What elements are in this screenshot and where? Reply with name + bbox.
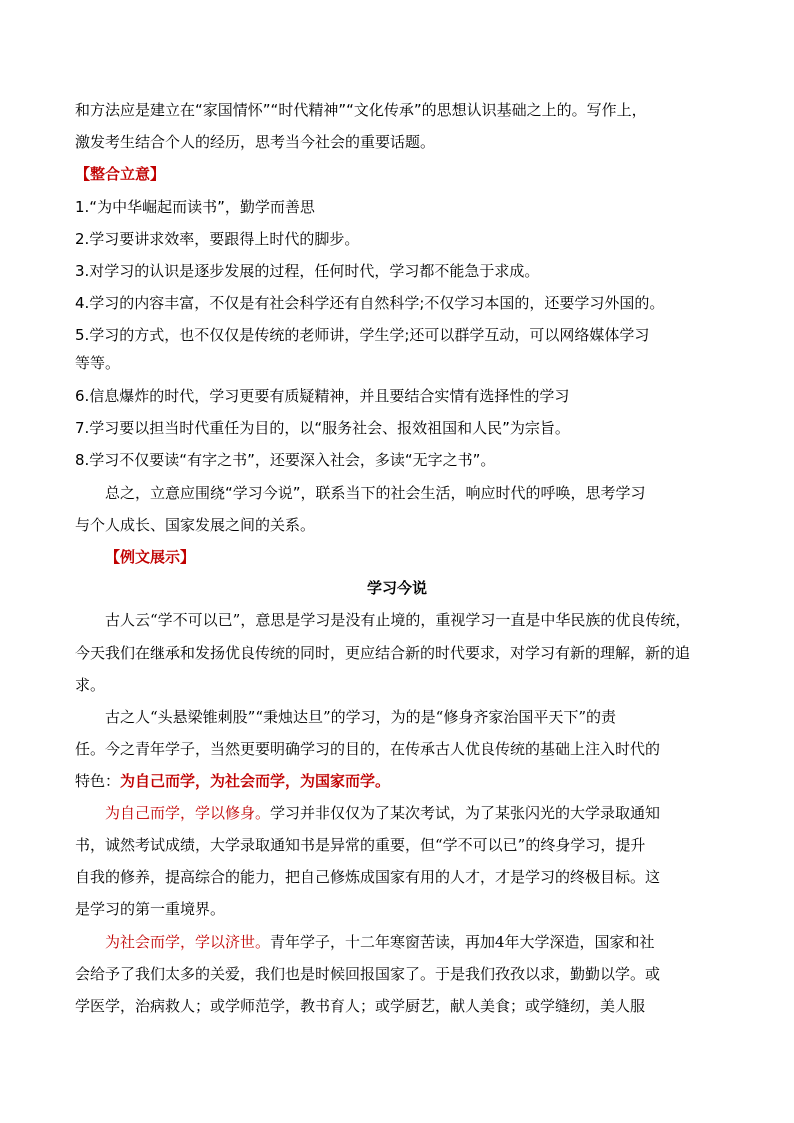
list-item: 等等。	[75, 354, 121, 372]
essay-thesis-highlight: 为自己而学，为社会而学，为国家而学。	[120, 772, 391, 790]
essay-p3-text: 学习并非仅仅为了某次考试，为了某张闪光的大学录取通知	[270, 804, 661, 822]
section-heading-integrate: 【整合立意】	[75, 165, 166, 183]
essay-p2-line: 古之人“头悬梁锥刺股”“秉烛达旦”的学习，为的是“修身齐家治国平天下”的责	[105, 708, 617, 726]
intro-line-2: 激发考生结合个人的经历，思考当今社会的重要话题。	[75, 133, 436, 151]
list-item: 5.学习的方式，也不仅仅是传统的老师讲，学生学;还可以群学互动，可以网络媒体学习	[75, 326, 650, 344]
essay-p1-line: 求。	[75, 676, 106, 694]
essay-p2-line: 任。今之青年学子，当然更要明确学习的目的，在传承古人优良传统的基础上注入时代的	[75, 740, 661, 758]
list-item: 6.信息爆炸的时代，学习更要有质疑精神，并且要结合实情有选择性的学习	[75, 387, 570, 405]
essay-p4-line	[105, 932, 655, 952]
essay-p4-highlight: 为社会而学，学以济世。	[105, 933, 271, 951]
list-item: 3.对学习的认识是逐步发展的过程，任何时代，学习都不能急于求成。	[75, 262, 540, 280]
essay-p4-text: 青年学子，十二年寒窗苦读，再加4年大学深造，国家和社	[270, 933, 655, 951]
list-item: 1.“为中华崛起而读书”，勤学而善思	[75, 198, 315, 216]
list-item: 4.学习的内容丰富，不仅是有社会科学还有自然科学;不仅学习本国的，还要学习外国的。	[75, 294, 665, 312]
essay-p2-line	[75, 771, 390, 791]
summary-line-2: 与个人成长、国家发展之间的关系。	[75, 516, 316, 534]
essay-p3-line: 书，诚然考试成绩，大学录取通知书是异常的重要，但“学不可以已”的终身学习，提升	[75, 836, 646, 854]
essay-p3-line	[105, 803, 660, 823]
essay-p3-line: 自我的修养，提高综合的能力，把自己修炼成国家有用的人才，才是学习的终极目标。这	[75, 868, 661, 886]
essay-p3-highlight: 为自己而学，学以修身。	[105, 804, 271, 822]
essay-title: 学习今说	[366, 579, 427, 597]
list-item: 8.学习不仅要读“有字之书”，还要深入社会，多读“无字之书”。	[75, 451, 496, 469]
essay-p1-line: 今天我们在继承和发扬优良传统的同时，更应结合新的时代要求，对学习有新的理解，新的追	[75, 644, 691, 662]
summary-line-1: 总之，立意应围绕“学习今说”，联系当下的社会生活，响应时代的呼唤，思考学习	[105, 484, 646, 502]
section-heading-example: 【例文展示】	[105, 548, 196, 566]
essay-p3-line: 是学习的第一重境界。	[75, 900, 226, 918]
essay-p1-line: 古人云“学不可以已”，意思是学习是没有止境的，重视学习一直是中华民族的优良传统，	[105, 611, 691, 629]
intro-line-1: 和方法应是建立在“家国情怀”“时代精神”“文化传承”的思想认识基础之上的。写作上，	[75, 101, 647, 119]
list-item: 2.学习要讲求效率，要跟得上时代的脚步。	[75, 230, 360, 248]
essay-p4-line: 学医学，治病救人；或学师范学，教书育人；或学厨艺，献人美食；或学缝纫，美人服	[75, 997, 646, 1015]
essay-p2-prefix: 特色：	[75, 772, 121, 790]
essay-p4-line: 会给予了我们太多的关爱，我们也是时候回报国家了。于是我们孜孜以求，勤勤以学。或	[75, 965, 661, 983]
list-item: 7.学习要以担当时代重任为目的，以“服务社会、报效祖国和人民”为宗旨。	[75, 419, 570, 437]
